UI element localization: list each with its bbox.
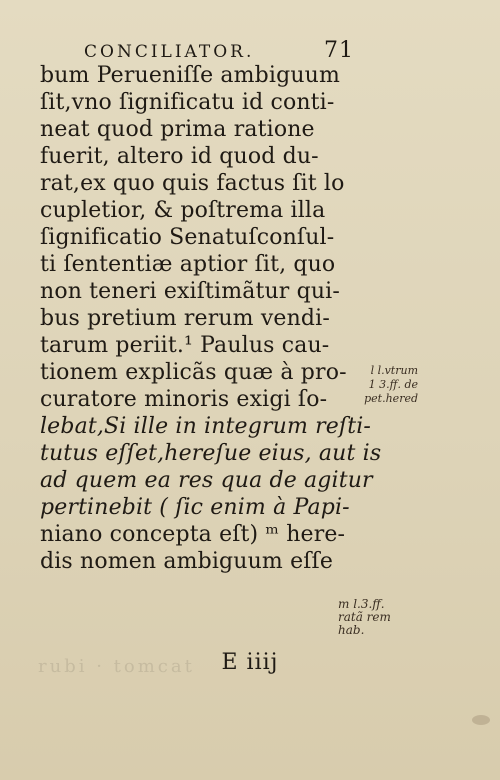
text-line: fuerit, altero id quod du- [40, 144, 319, 169]
margin-note-line: pet.hered [364, 392, 418, 405]
margin-note-line: m l.3.ff. [338, 597, 385, 611]
text-line: bus pretium rerum vendi- [40, 306, 330, 331]
text-line: ſit,vno ſignificatu id conti- [40, 90, 335, 115]
text-line: non teneri exiſtimãtur qui- [40, 279, 340, 304]
text-line: niano concepta eſt) ᵐ here- [40, 522, 346, 547]
paper-stain [472, 715, 490, 725]
margin-note-l [338, 364, 418, 406]
main-text-block [40, 62, 382, 575]
text-line: curatore minoris exigi ſo- [40, 387, 328, 412]
running-title: CONCILIATOR. [84, 42, 255, 62]
text-line: tarum periit.¹ Paulus cau- [40, 333, 330, 358]
margin-note-line: 1 3.ff. de [368, 378, 418, 391]
text-line: cupletior, & poſtrema illa [40, 198, 326, 223]
text-line: pertinebit ( ſic enim à Papi- [40, 495, 350, 520]
margin-note-line: ratã rem [338, 610, 391, 624]
signature-mark: E iiij [221, 650, 279, 675]
text-line: ad quem ea res qua de agitur [40, 468, 373, 493]
text-line: bum Perueniſſe ambiguum [40, 63, 340, 88]
margin-note-m [338, 598, 418, 637]
margin-note-line: hab. [338, 623, 365, 637]
margin-note-line: l l.vtrum [370, 364, 418, 377]
text-line: tionem explicãs quæ à pro- [40, 360, 347, 385]
text-line: ti ſententiæ aptior ſit, quo [40, 252, 336, 277]
text-line: ſignificatio Senatuſconſul- [40, 225, 335, 250]
text-line: neat quod prima ratione [40, 117, 315, 142]
page-number: 71 [324, 38, 354, 63]
text-line: rat,ex quo quis factus ſit lo [40, 171, 345, 196]
text-line: lebat,Si ille in integrum reſti- [40, 414, 371, 439]
text-line: tutus eſſet,hereſue eius, aut is [40, 441, 382, 466]
bleed-through-text: rubi · tomcat [38, 656, 195, 677]
running-header [84, 38, 354, 62]
text-line: dis nomen ambiguum eſſe [40, 549, 334, 574]
